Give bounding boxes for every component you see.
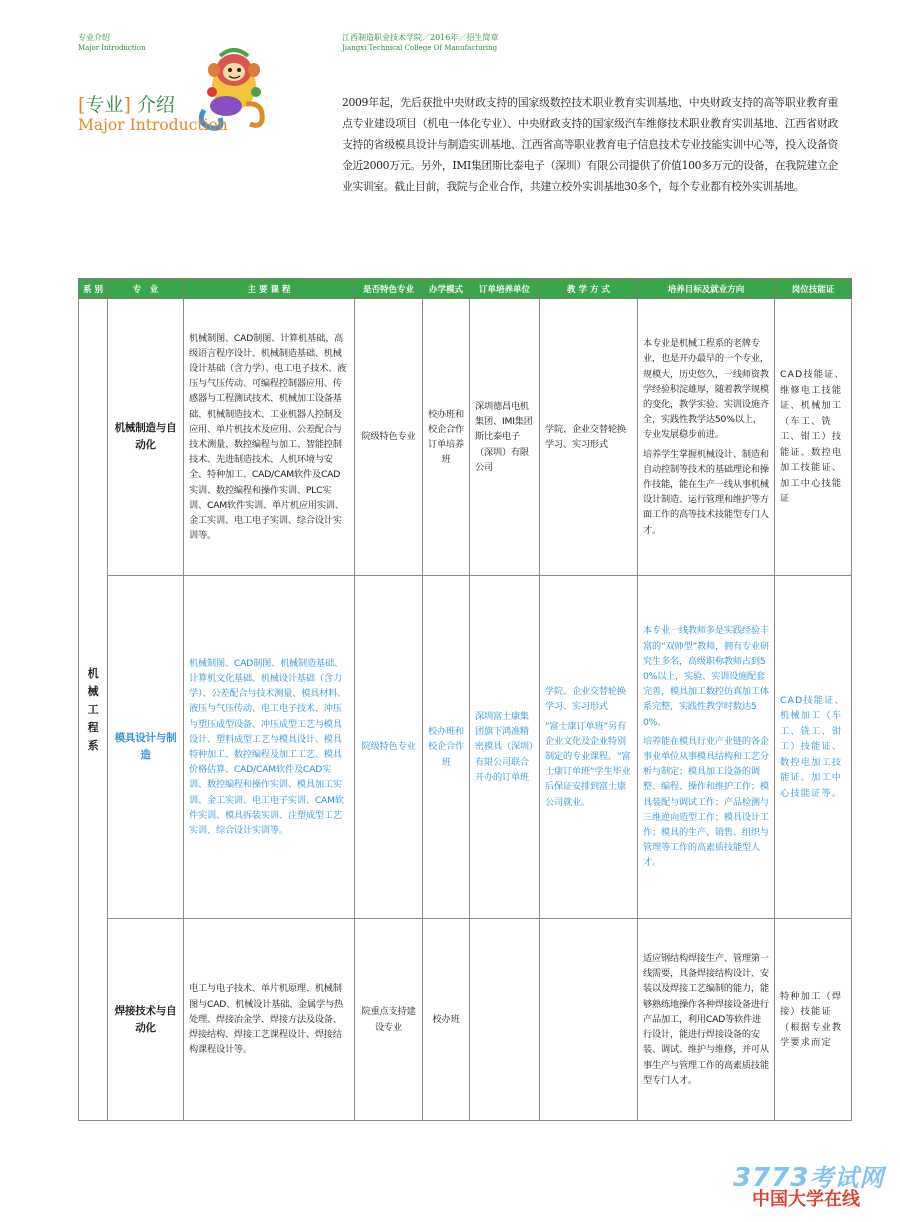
department-char: 工 bbox=[87, 702, 99, 716]
th-courses: 主 要 课 程 bbox=[184, 279, 355, 299]
page-title-en: Major Introduction bbox=[78, 116, 228, 134]
goal-cell bbox=[638, 576, 775, 919]
th-dept: 系 别 bbox=[79, 279, 108, 299]
table-row bbox=[79, 576, 852, 919]
header-right-en: Jiangxi Technical College Of Manufacturing bbox=[342, 44, 498, 52]
goal-cell bbox=[638, 299, 775, 576]
cert-cell: CAD技能证、维修电工技能证、机械加工（车工、铣工、钳工）技能证、数控电加工技能证、加工中心技能证 bbox=[775, 299, 852, 576]
featured-cell: 院重点支持建设专业 bbox=[355, 919, 423, 1121]
th-teaching: 教 学 方 式 bbox=[540, 279, 638, 299]
department-char: 械 bbox=[87, 684, 99, 698]
featured-cell: 院级特色专业 bbox=[355, 576, 423, 919]
major-name: 机械制造与自动化 bbox=[108, 299, 184, 576]
title-word-intro: 介绍 bbox=[130, 94, 175, 116]
department-label bbox=[83, 665, 103, 755]
major-table bbox=[78, 278, 852, 1121]
th-mode: 办学模式 bbox=[423, 279, 470, 299]
department-char: 系 bbox=[87, 738, 99, 752]
teaching-cell: 学院、企业交替轮换学习、实习形式 bbox=[540, 299, 638, 576]
courses-cell: 机械制图、CAD制图、计算机基础、高级语言程序设计、机械制造基础、机械设计基础（含力学）、电工电子技术、液压与气压传动、可编程控制器应用、传感器与工程测试技术、机械加工设备基础、机械制造技术、工业机器人控制及应用、单片机技术及应用、公差配合与技术测量、数控编程与加工、智能控制技术、先进制造技术、人机环境与安全、特种加工、CAD/CAM软件及CAD实训、数控编程和操作实训、PLC实训、CAM软件实训、单片机应用实训、金工实训、电工电子实训、综合设计实训等。 bbox=[184, 299, 355, 576]
featured-cell: 院级特色专业 bbox=[355, 299, 423, 576]
order-unit-cell: 深圳德昌电机集团、IMI集团斯比泰电子（深圳）有限公司 bbox=[470, 299, 540, 576]
teaching-cell bbox=[540, 576, 638, 919]
title-bracket-close: ] bbox=[123, 94, 131, 116]
title-bracket-open: [ bbox=[78, 94, 86, 116]
header-right-cn: 江西制造职业技术学院／2016年／招生简章 bbox=[342, 33, 499, 42]
cell-paragraph: 本专业是机械工程系的老牌专业，也是开办最早的一个专业，规模大，历史悠久，一线师资教学经验积淀雄厚，随着教学规模的变化，教学实验、实训设施齐全，实践性教学达50%以上，专业发展稳步前进。 bbox=[643, 338, 769, 441]
goal-cell: 适应钢结构焊接生产、管理第一线需要，具备焊接结构设计、安装以及焊接工艺编制的能力，能够熟练地操作各种焊接设备进行产品加工，利用CAD等软件进行设计，能进行焊接设备的安装、调试、维护与维修，并可从事生产与管理工作的高素质技能型专门人才。 bbox=[638, 919, 775, 1121]
title-word-major: 专业 bbox=[85, 94, 124, 116]
intro-paragraph: 2009年起，先后获批中央财政支持的国家级数控技术职业教育实训基地、中央财政支持的高等职业教育重点专业建设项目（机电一体化专业）、中央财政支持的国家级汽车维修技术职业教育实训基地、江西省财政支持的省级模具设计与制造实训基地、江西省高等职业教育电子信息技术专业技能实训中心等，投入设备资金近2000万元。另外，IMI集团斯比泰电子（深圳）有限公司提供了价值100多万元的设备，在我院建立企业实训室。截止目前，我院与企业合作，共建立校外实训基地30多个，每个专业都有校外实训基地。 bbox=[342, 96, 838, 193]
header-left-en: Major Introduction bbox=[78, 44, 146, 52]
cell-paragraph: 培养能在模具行业产业链的各企事业单位从事模具结构和工艺分析与制定；模具加工设备的调整、编程、操作和维护工作；模具装配与调试工作；产品检测与三维逆向造型工作；模具设计工作；模具的生产、销售、组织与管理等工作的高素质技能型人才。 bbox=[643, 735, 769, 869]
order-unit-cell bbox=[470, 919, 540, 1121]
major-name: 模具设计与制造 bbox=[108, 576, 184, 919]
watermark-num-digits: 3773 bbox=[733, 1163, 810, 1193]
header-left bbox=[78, 33, 146, 53]
cell-paragraph: 学院、企业交替轮换学习、实习形式 bbox=[545, 686, 626, 713]
courses-cell: 机械制图、CAD制图、机械制造基础、计算机文化基础、机械设计基础（含力学）、公差配合与技术测量、模具材料、液压与气压传动、电工电子技术、冲压与塑压成型设备、冲压成型工艺与模具设计、塑料成型工艺与模具设计、模具特种加工、数控编程及加工工艺、模具价格估算、CAD/CAM软件及CAD实训、数控编程和操作实训、模具加工实训、金工实训、电工电子实训、CAM软件实训、模具拆装实训、注塑成型工艺实训、综合设计实训等。 bbox=[184, 576, 355, 919]
teaching-cell bbox=[540, 919, 638, 1121]
th-major: 专 业 bbox=[108, 279, 184, 299]
cell-paragraph: 培养学生掌握机械设计、制造和自动控制等技术的基础理论和操作技能，能在生产一线从事机械设计制造、运行管理和维护等方面工作的高等技术技能型专门人才。 bbox=[643, 448, 769, 536]
department-cell bbox=[79, 299, 108, 1121]
order-unit-cell: 深圳富士康集团旗下鸿准精密模具（深圳）有限公司联合开办的订单班 bbox=[470, 576, 540, 919]
table-header-row bbox=[79, 279, 852, 299]
watermark-num-cn: 考试网 bbox=[809, 1164, 885, 1192]
mode-cell: 校办班和校企合作班 bbox=[423, 576, 470, 919]
table-row bbox=[79, 919, 852, 1121]
mode-cell: 校办班 bbox=[423, 919, 470, 1121]
department-char: 机 bbox=[87, 666, 99, 680]
watermark-cn: 中国大学在线 bbox=[752, 1189, 860, 1210]
department-char: 程 bbox=[87, 720, 99, 734]
major-name: 焊接技术与自动化 bbox=[108, 919, 184, 1121]
cell-paragraph: “富士康订单班”另有企业文化及企业特别制定的专业课程。“富士康订单班”学生毕业后保证安排到富士康公司就业。 bbox=[545, 720, 631, 808]
th-cert: 岗位技能证 bbox=[775, 279, 852, 299]
table-row bbox=[79, 299, 852, 576]
cert-cell: CAD技能证、机械加工（车工、铣工、钳工）技能证、数控电加工技能证、加工中心技能证等。 bbox=[775, 576, 852, 919]
th-goal: 培养目标及就业方向 bbox=[638, 279, 775, 299]
header-left-cn: 专业介绍 bbox=[78, 33, 110, 42]
page-title bbox=[78, 94, 175, 116]
cell-paragraph: 本专业一线教师多是实践经验丰富的“双师型”教师，拥有专业研究生多名，高级职称教师占到50%以上，实验、实训设施配套完善，模具加工数控仿真加工体系完整，实践性教学时数达50%。 bbox=[643, 625, 769, 728]
th-featured: 是否特色专业 bbox=[355, 279, 423, 299]
header-right bbox=[342, 33, 498, 53]
cert-cell: 特种加工（焊接）技能证（根据专业教学要求而定 bbox=[775, 919, 852, 1121]
mode-cell: 校办班和校企合作订单培养班 bbox=[423, 299, 470, 576]
courses-cell: 电工与电子技术、单片机原理、机械制图与CAD、机械设计基础、金属学与热处理、焊接冶金学、焊接方法及设备、焊接结构、焊接工艺课程设计、焊接结构课程设计等。 bbox=[184, 919, 355, 1121]
th-order-unit: 订单培养单位 bbox=[470, 279, 540, 299]
